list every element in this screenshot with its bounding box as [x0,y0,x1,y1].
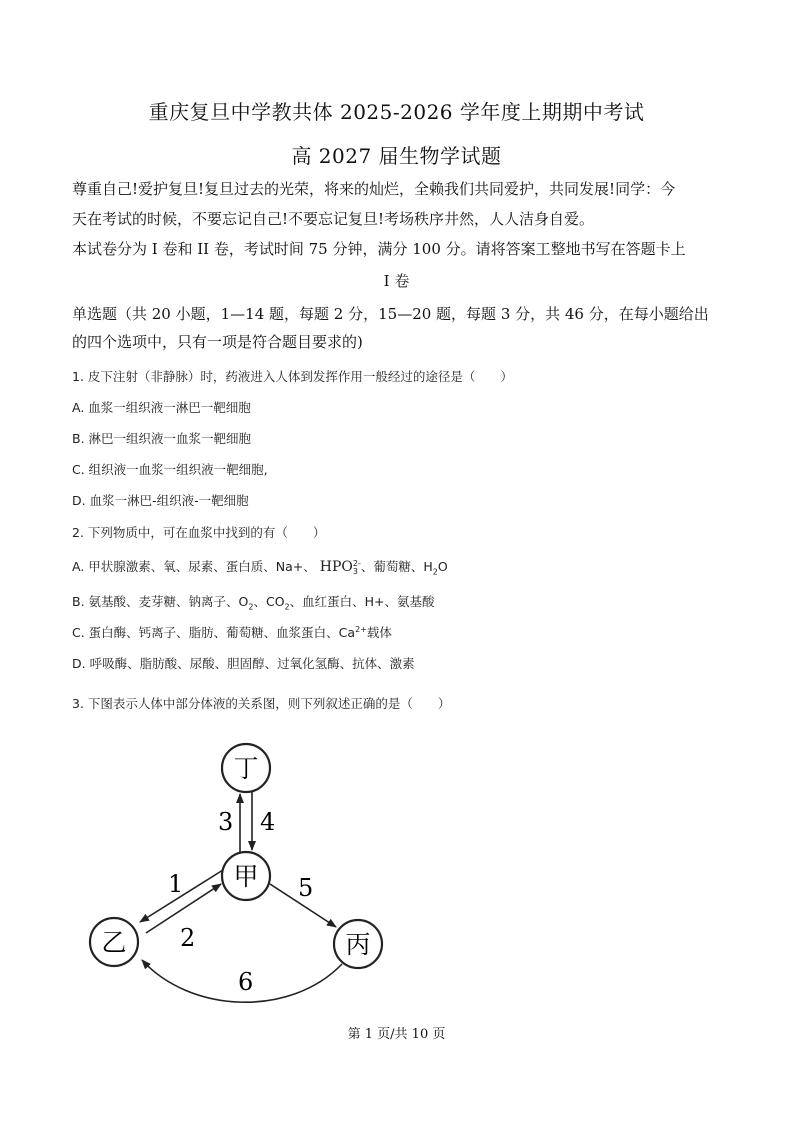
node-bing [334,920,382,968]
question-1-stem: 1. 皮下注射（非静脉）时，药液进入人体到发挥作用一般经过的途径是（ ） [72,369,513,384]
label-6: 6 [238,968,254,996]
node-jia [222,852,270,900]
node-ding [222,744,270,792]
label-3: 3 [218,808,234,836]
label-4: 4 [260,808,276,836]
question-3-stem: 3. 下图表示人体中部分体液的关系图，则下列叙述正确的是（ ） [72,696,451,711]
label-1: 1 [168,870,184,898]
svg-text:丁: 丁 [233,754,259,783]
question-1-option-a: A. 血浆一组织液一淋巴一靶细胞 [72,400,251,415]
svg-text:乙: 乙 [101,928,127,957]
instructions-line-2: 的四个选项中，只有一项是符合题目要求的) [72,333,363,351]
question-2-option-a: A. 甲状腺激素、氧、尿素、蛋白质、Na+、 HPO 2- 3 、葡萄糖、$H_2O$ [72,558,448,577]
svg-text:甲: 甲 [233,862,259,891]
question-2-stem: 2. 下列物质中，可在血浆中找到的有（ ） [72,525,326,540]
question-2-option-d: D. 呼吸酶、脂肪酸、尿酸、胆固醇、过氧化氢酶、抗体、激素 [72,656,415,671]
intro-line-2: 天在考试的时候，不要忘记自己!不要忘记复旦!考场秩序井然，人人洁身自爱。 [72,210,595,228]
question-2-option-b: B. 氨基酸、麦芽糖、钠离子、$O_2$、$CO_2$、血红蛋白、H+、氨基酸 [72,594,435,612]
instructions-line-1: 单选题（共 20 小题，1—14 题，每题 2 分，15—20 题，每题 3 分，共 46 分，在每小题给出 [72,305,709,323]
exam-subtitle: 高 2027 届生物学试题 [291,144,502,168]
svg-text:丙: 丙 [345,930,371,959]
label-2: 2 [180,924,196,952]
label-5: 5 [298,874,314,902]
question-1-option-c: C. 组织液一血浆一组织液一靶细胞, [72,462,268,477]
section-title: I 卷 [383,272,410,290]
page-footer: 第 1 页/共 10 页 [347,1027,446,1042]
question-2-option-c: C. 蛋白酶、钙离子、脂肪、葡萄糖、血浆蛋白、$Ca^{2+}$载体 [72,624,392,640]
intro-line-1: 尊重自己!爱护复旦!复旦过去的光荣，将来的灿烂，全赖我们共同爱护，共同发展!同学：今 [72,180,676,198]
question-1-option-b: B. 淋巴一组织液一血浆一靶细胞 [72,431,252,446]
intro-line-3: 本试卷分为 I 卷和 II 卷，考试时间 75 分钟，满分 100 分。请将答案工整地书写在答题卡上 [72,240,686,258]
body-fluid-diagram [80,728,400,1008]
question-1-option-d: D. 血浆一淋巴-组织液-一靶细胞 [72,493,249,508]
exam-title: 重庆复旦中学教共体 2025-2026 学年度上期期中考试 [148,100,645,124]
node-yi [90,918,138,966]
